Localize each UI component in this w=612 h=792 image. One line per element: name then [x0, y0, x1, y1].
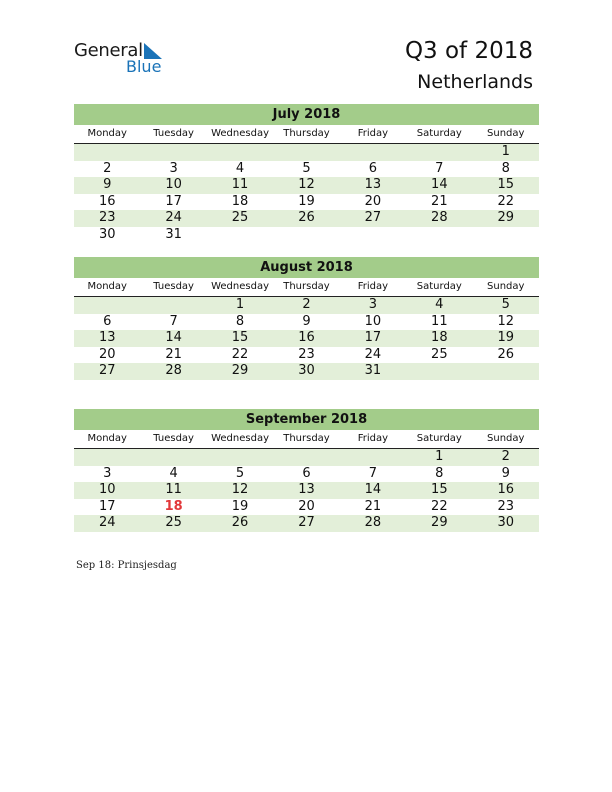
day-cell: 11	[231, 177, 249, 192]
weekday-label: Thursday	[283, 433, 330, 444]
day-cell: 12	[298, 177, 315, 192]
day-cell	[340, 227, 406, 244]
day-cell	[273, 227, 339, 244]
weekday-label: Saturday	[416, 281, 462, 292]
day-cell: 3	[368, 297, 378, 312]
weekday-label: Monday	[87, 433, 127, 444]
day-cell: 13	[364, 177, 382, 192]
day-cell: 4	[169, 465, 178, 481]
day-cell: 11	[431, 313, 448, 329]
day-cell: 2	[103, 160, 112, 176]
day-cell: 15	[431, 482, 448, 497]
week-row	[74, 144, 539, 161]
day-cell: 1	[501, 144, 510, 159]
day-cell: 14	[431, 177, 448, 192]
day-cell: 21	[431, 193, 448, 209]
day-cell: 12	[497, 313, 515, 329]
day-cell: 16	[298, 330, 315, 345]
weekday-header-row	[74, 278, 539, 297]
country-name: Netherlands	[417, 71, 533, 93]
weekday-header-row	[74, 430, 539, 449]
day-cell: 17	[165, 193, 182, 209]
day-cell: 28	[165, 363, 182, 378]
day-cell: 18	[231, 193, 249, 209]
day-cell: 10	[165, 177, 182, 192]
day-cell: 1	[435, 449, 444, 464]
weekday-label: Wednesday	[211, 281, 269, 292]
day-cell: 10	[364, 313, 382, 329]
day-cell	[207, 449, 273, 466]
day-cell: 19	[497, 330, 515, 345]
day-cell	[74, 144, 140, 161]
day-cell	[207, 144, 273, 161]
week-row	[74, 297, 539, 314]
day-cell: 5	[235, 465, 245, 481]
day-cell: 7	[169, 313, 178, 329]
day-cell: 8	[501, 160, 510, 176]
day-cell: 1	[235, 297, 245, 312]
holiday-note: Sep 18: Prinsjesdag	[76, 560, 177, 571]
day-cell: 3	[103, 465, 112, 481]
day-cell	[207, 227, 273, 244]
month-calendar	[74, 257, 539, 380]
weekday-label: Friday	[357, 281, 389, 292]
day-cell: 11	[165, 482, 182, 497]
weekday-header-row	[74, 125, 539, 144]
month-header: September 2018	[74, 409, 539, 430]
day-cell: 24	[364, 346, 382, 362]
week-row	[74, 363, 539, 380]
day-cell: 31	[165, 226, 182, 242]
day-cell: 16	[497, 482, 515, 497]
day-cell: 8	[235, 313, 245, 329]
weekday-label: Sunday	[487, 281, 525, 292]
day-cell: 2	[501, 449, 510, 464]
day-cell: 23	[298, 346, 315, 362]
day-cell: 13	[98, 330, 116, 345]
day-cell	[273, 144, 339, 161]
day-cell	[74, 449, 140, 466]
logo-general-text: General	[74, 40, 143, 61]
day-cell: 15	[497, 177, 515, 192]
week-row	[74, 177, 539, 194]
day-cell	[74, 297, 140, 314]
day-cell: 7	[368, 465, 378, 481]
day-cell: 21	[165, 346, 182, 362]
day-cell: 3	[169, 160, 178, 176]
month-header: July 2018	[74, 104, 539, 125]
weekday-label: Tuesday	[153, 128, 194, 139]
day-cell: 17	[98, 498, 116, 514]
day-cell: 19	[231, 498, 249, 514]
day-cell: 24	[165, 210, 182, 225]
day-cell: 25	[165, 515, 182, 530]
month-header: August 2018	[74, 257, 539, 278]
weekday-label: Saturday	[416, 433, 462, 444]
logo-blue-text: Blue	[126, 57, 162, 76]
weekday-label: Sunday	[487, 433, 525, 444]
day-cell: 27	[298, 515, 315, 530]
holiday-notes	[76, 560, 177, 571]
day-cell: 20	[364, 193, 382, 209]
day-cell: 12	[231, 482, 249, 497]
day-cell: 4	[435, 297, 444, 312]
weekday-label: Friday	[357, 433, 389, 444]
weekday-label: Wednesday	[211, 128, 269, 139]
day-cell	[406, 363, 472, 380]
day-cell	[340, 449, 406, 466]
day-cell: 28	[364, 515, 382, 530]
day-cell: 23	[497, 498, 515, 514]
day-cell: 14	[165, 330, 182, 345]
month-calendar	[74, 104, 539, 243]
weekday-label: Wednesday	[211, 433, 269, 444]
day-cell	[140, 144, 206, 161]
day-cell: 22	[231, 346, 249, 362]
logo	[74, 40, 174, 80]
day-cell: 13	[298, 482, 315, 497]
week-row	[74, 194, 539, 211]
day-cell: 22	[431, 498, 448, 514]
day-cell: 6	[103, 313, 112, 329]
day-cell: 26	[497, 346, 515, 362]
day-cell	[273, 449, 339, 466]
page-title: Q3 of 2018	[404, 38, 533, 64]
holiday-day-cell: 18	[164, 498, 183, 514]
day-cell: 23	[98, 210, 116, 225]
day-cell: 25	[231, 210, 249, 225]
day-cell: 27	[98, 363, 116, 378]
week-row	[74, 330, 539, 347]
weekday-label: Monday	[87, 281, 127, 292]
day-cell: 25	[431, 346, 448, 362]
weekday-label: Tuesday	[153, 433, 194, 444]
day-cell	[140, 297, 206, 314]
day-cell: 20	[98, 346, 116, 362]
day-cell: 9	[501, 465, 510, 481]
week-row	[74, 210, 539, 227]
day-cell: 16	[98, 193, 116, 209]
month-calendar	[74, 409, 539, 532]
week-row	[74, 499, 539, 516]
day-cell: 9	[302, 313, 311, 329]
day-cell: 17	[364, 330, 382, 345]
day-cell: 7	[435, 160, 444, 176]
day-cell: 4	[235, 160, 245, 176]
day-cell: 8	[435, 465, 444, 481]
day-cell: 27	[364, 210, 382, 225]
day-cell: 26	[231, 515, 249, 530]
day-cell: 5	[501, 297, 510, 312]
day-cell: 6	[368, 160, 378, 176]
weekday-label: Monday	[87, 128, 127, 139]
day-cell: 30	[298, 363, 315, 378]
week-row	[74, 314, 539, 331]
day-cell: 5	[302, 160, 311, 176]
day-cell: 26	[298, 210, 315, 225]
day-cell: 19	[298, 193, 315, 209]
day-cell: 31	[364, 363, 382, 378]
day-cell: 30	[497, 515, 515, 530]
weekday-label: Sunday	[487, 128, 525, 139]
week-row	[74, 161, 539, 178]
day-cell: 24	[98, 515, 116, 530]
day-cell: 2	[302, 297, 311, 312]
day-cell	[473, 363, 539, 380]
week-row	[74, 347, 539, 364]
day-cell: 9	[103, 177, 112, 192]
day-cell: 30	[98, 226, 116, 242]
day-cell: 22	[497, 193, 515, 209]
day-cell	[140, 449, 206, 466]
day-cell: 29	[431, 515, 448, 530]
week-row	[74, 466, 539, 483]
day-cell: 21	[364, 498, 382, 514]
weekday-label: Thursday	[283, 128, 330, 139]
weekday-label: Friday	[357, 128, 389, 139]
day-cell: 6	[302, 465, 311, 481]
day-cell	[406, 144, 472, 161]
day-cell	[406, 227, 472, 244]
day-cell: 20	[298, 498, 315, 514]
day-cell: 15	[231, 330, 249, 345]
week-row	[74, 449, 539, 466]
day-cell: 29	[497, 210, 515, 225]
day-cell: 10	[98, 482, 116, 497]
day-cell: 28	[431, 210, 448, 225]
week-row	[74, 515, 539, 532]
week-row	[74, 482, 539, 499]
weekday-label: Tuesday	[153, 281, 194, 292]
week-row	[74, 227, 539, 244]
day-cell: 18	[431, 330, 448, 345]
weekday-label: Saturday	[416, 128, 462, 139]
day-cell: 29	[231, 363, 249, 378]
day-cell	[340, 144, 406, 161]
weekday-label: Thursday	[283, 281, 330, 292]
day-cell	[473, 227, 539, 244]
day-cell: 14	[364, 482, 382, 497]
